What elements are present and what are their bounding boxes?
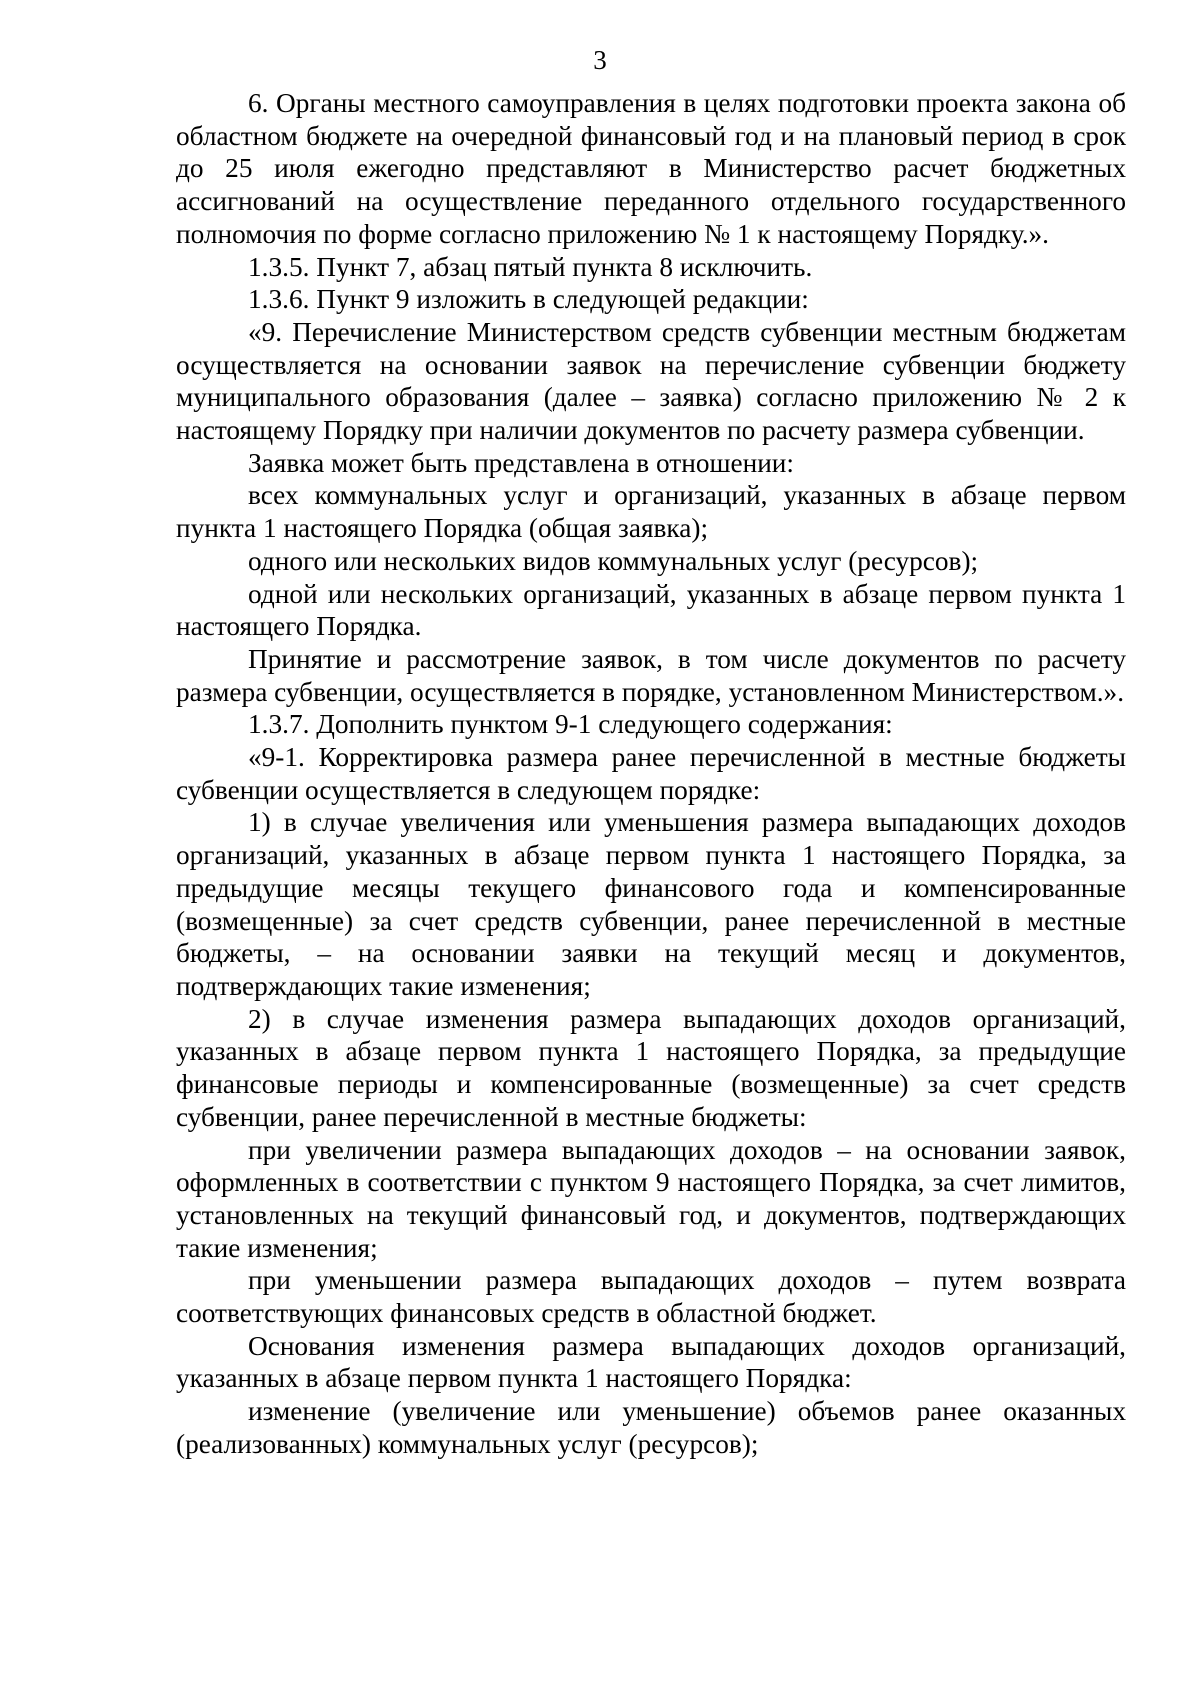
- paragraph: Принятие и рассмотрение заявок, в том числе документов по расчету размера субвенции, осуществляется в порядке, установленном Министерством.».: [176, 643, 1126, 707]
- paragraph: одной или нескольких организаций, указанных в абзаце первом пункта 1 настоящего Порядка.: [176, 578, 1126, 642]
- paragraph: 1.3.6. Пункт 9 изложить в следующей редакции:: [248, 284, 809, 315]
- paragraph: 1.3.7. Дополнить пунктом 9-1 следующего содержания:: [248, 709, 893, 740]
- paragraph: 2) в случае изменения размера выпадающих доходов организаций, указанных в абзаце первом пункта 1 настоящего Порядка, за предыдущие финансовые периоды и компенсированные (возмещенные) за счет средств субвенции, ранее перечисленной в местные бюджеты:: [176, 1003, 1126, 1132]
- paragraph: 1) в случае увеличения или уменьшения размера выпадающих доходов организаций, указанных в абзаце первом пункта 1 настоящего Порядка, за предыдущие месяцы текущего финансового года и компенсированные (возмещенные) за счет средств субвенции, ранее перечисленной в местные бюджеты, – на основании заявки на текущий месяц и документов, подтверждающих такие изменения;: [176, 807, 1126, 1001]
- paragraph: Основания изменения размера выпадающих доходов организаций, указанных в абзаце первом пункта 1 настоящего Порядка:: [176, 1330, 1126, 1394]
- paragraph: при увеличении размера выпадающих доходов – на основании заявок, оформленных в соответствии с пунктом 9 настоящего Порядка, за счет лимитов, установленных на текущий финансовый год, и документов, подтверждающих такие изменения;: [176, 1134, 1126, 1263]
- paragraph: одного или нескольких видов коммунальных услуг (ресурсов);: [248, 545, 979, 576]
- paragraph: 6. Органы местного самоуправления в целях подготовки проекта закона об областном бюджете на очередной финансовый год и на плановый период в срок до 25 июля ежегодно представляют в Министерство расчет бюджетных ассигнований на осуществление переданного отдельного государственного полномочия по форме согласно приложению № 1 к настоящему Порядку.».: [176, 88, 1126, 249]
- paragraph: всех коммунальных услуг и организаций, указанных в абзаце первом пункта 1 настоящего Порядка (общая заявка);: [176, 480, 1126, 544]
- document-body: [176, 87, 1126, 1461]
- page-number: 3: [593, 45, 607, 75]
- paragraph: изменение (увеличение или уменьшение) объемов ранее оказанных (реализованных) коммунальных услуг (ресурсов);: [176, 1396, 1126, 1459]
- paragraph: Заявка может быть представлена в отношении:: [248, 447, 795, 478]
- paragraph: «9. Перечисление Министерством средств субвенции местным бюджетам осуществляется на основании заявок на перечисление субвенции бюджету муниципального образования (далее – заявка) согласно приложению № 2 к настоящему Порядку при наличии документов по расчету размера субвенции.: [176, 316, 1126, 446]
- paragraph: 1.3.5. Пункт 7, абзац пятый пункта 8 исключить.: [248, 251, 813, 282]
- paragraph: «9-1. Корректировка размера ранее перечисленной в местные бюджеты субвенции осуществляется в следующем порядке:: [176, 742, 1126, 805]
- paragraph: при уменьшении размера выпадающих доходов – путем возврата соответствующих финансовых средств в областной бюджет.: [176, 1265, 1126, 1329]
